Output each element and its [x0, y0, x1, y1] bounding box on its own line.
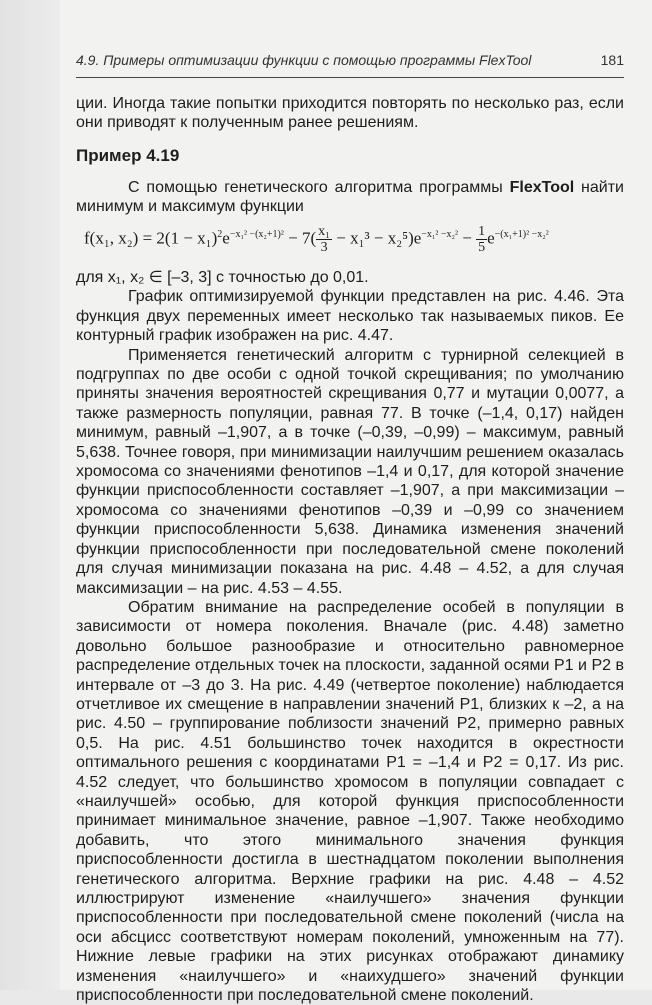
paragraph-2: Применяется генетический алгоритм с турнирной селекцией в подгруппах по две особи с одной точкой скрещивания; по умолчанию приняты значения вероятностей скрещивания 0,77 и мутации 0,0077, а также размерность популяции, равная 77. В точке (–1,4, 0,17) найден минимум, равный –1,907, а в точке (–0,39, –0,99) – максимум, равный 5,638. Точнее говоря, при минимизации наилучшим решением оказалась хромосома со значениями фенотипов –1,4 и 0,17, для которой значение функции приспособленности составляет –1,907, а при максимизации – хромосома со значениями фенотипов –0,39 и –0,99 со значением функции приспособленности 5,638. Динамика изменения значений функции приспособленности при последовательной смене поколений для случая минимизации показана на рис. 4.48 – 4.52, а для случая максимизации – на рис. 4.53 – 4.55. [76, 346, 624, 597]
formula-exp-1: −x₁² −(x₂+1)² [229, 228, 284, 240]
running-header [76, 52, 624, 74]
formula-fraction-2: $\frac{1}{5}$ [478, 224, 486, 255]
formula-part-3: − x₁³ − x₂⁵)e [332, 228, 422, 248]
intro-block [76, 94, 624, 133]
task-block [76, 178, 624, 217]
formula-lhs: f(x₁, x₂) = 2(1 − x₁) [84, 228, 218, 248]
formula-exp-3: −(x₁+1)² −x₂² [494, 228, 549, 240]
condition-line: для x₁, x₂ ∈ [–3, 3] с точностью до 0,01. [76, 269, 369, 286]
formula-part-4: − [458, 228, 477, 248]
function-formula: f(x₁, $x_2) = 2(1 - x_1)^2e^{-x_1^2 -(x_2+1)^2} - 7$( $\frac{\text{x₁}}{3}$ − $x_1^3 - x_2^5)e^{-x_1^2 -x_2^2}$ − $\frac{1}{5}$ $e^{-(x_1+1)^2 -x_2^2}$ [84, 224, 549, 255]
header-title: 4.9. Примеры оптимизации функции с помощью программы FlexTool [76, 52, 532, 68]
example-heading: Пример 4.19 [76, 146, 180, 165]
formula-part-2: − 7( [283, 228, 317, 248]
page-number: 181 [600, 52, 624, 68]
intro-paragraph: ции. Иногда такие попытки приходится повторять по несколько раз, если они приводят к полученным ранее решениям. [76, 95, 624, 132]
task-text-before: С помощью генетического алгоритма программы [128, 179, 510, 196]
task-paragraph [76, 178, 624, 217]
formula-part-5: e [487, 228, 495, 248]
body-text [76, 268, 624, 1005]
page-gutter [0, 0, 60, 990]
paragraph-3: Обратим внимание на распределение особей в популяции в зависимости от номера поколения. Вначале (рис. 4.48) заметно довольно большое разнообразие и относительно равномерное распределение отдельных точек на плоскости, заданной осями P1 и P2 в интервале от –3 до 3. На рис. 4.49 (четвертое поколение) наблюдается отчетливое их смещение в направлении значений P1, близких к –2, а на рис. 4.50 – группирование поблизости значений P2, примерно равных 0,5. На рис. 4.51 большинство точек находится в окрестности оптимального решения с координатами P1 = –1,4 и P2 = 0,17. Из рис. 4.52 следует, что большинство хромосом в популяции совпадает с «наилучшей» особью, для которой функция приспособленности принимает минимальное значение, равное –1,907. Также необходимо добавить, что этого минимального значения функция приспособленности достигла в шестнадцатом поколении выполнения генетического алгоритма. Верхние графики на рис. 4.48 – 4.52 иллюстрируют изменение «наилучшего» значения функции приспособленности при последовательной смене поколений (числа на оси абсцисс соответствуют номерам поколений, умноженным на 77). Нижние левые графики на этих рисунках отображают динамику изменения «наилучшего» и «наихудшего» значений функции приспособленности при последовательной смене поколений. [76, 598, 624, 1005]
formula-exp-2: −x₁² −x₂² [421, 228, 459, 240]
program-name: FlexTool [509, 179, 575, 196]
formula-fraction-1: $\frac{\text{x₁}}{3}$ [318, 224, 331, 255]
paragraph-1: График оптимизируемой функции представлен на рис. 4.46. Эта функция двух переменных имеет несколько так называемых пиков. Ее контурный график изображен на рис. 4.47. [76, 288, 624, 345]
header-rule [76, 77, 624, 78]
task-text-after: найти минимум и максимум функции [76, 179, 624, 216]
